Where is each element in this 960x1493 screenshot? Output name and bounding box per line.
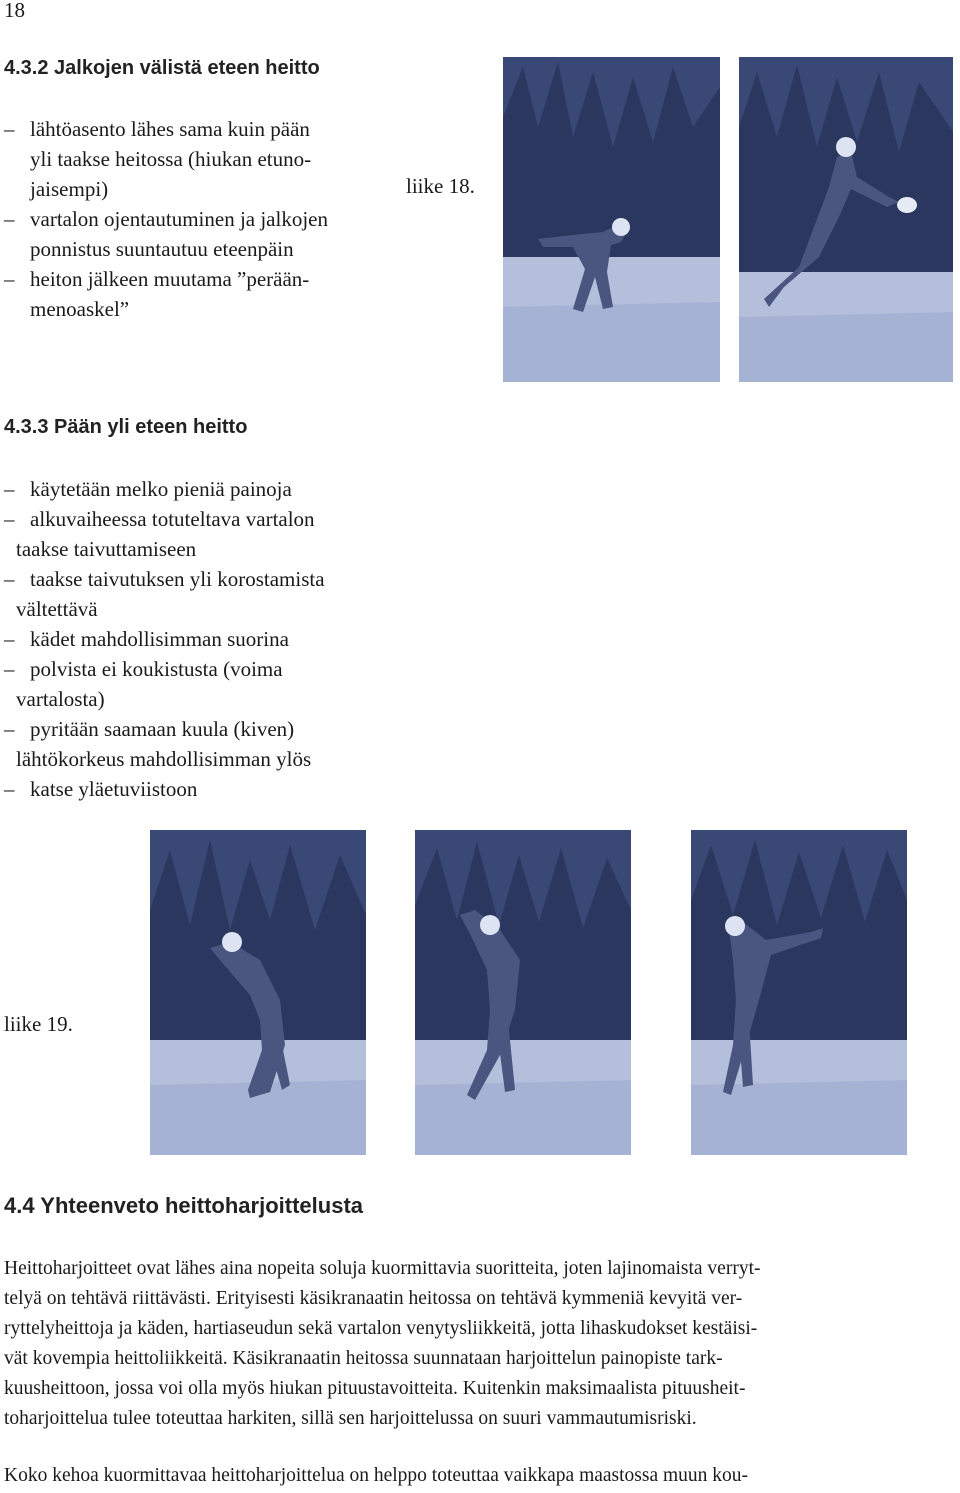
figure-caption-18: liike 18. — [406, 174, 475, 198]
list-item: – taakse taivutuksen yli korostamista — [4, 567, 325, 591]
page-number: 18 — [4, 0, 25, 22]
list-item: jaisempi) — [30, 177, 109, 201]
bullet-list-4-3-2 — [4, 114, 404, 324]
list-item: – käytetään melko pieniä painoja — [4, 477, 292, 501]
list-item: ponnistus suuntautuu eteenpäin — [30, 237, 294, 261]
paragraph-line: toharjoittelua tulee toteuttaa harkiten, sillä sen harjoittelussa on suuri vammautumisriski. — [4, 1408, 697, 1429]
list-item: menoaskel” — [30, 297, 130, 321]
list-item: – heiton jälkeen muutama ”perään- — [4, 267, 310, 291]
list-item: – katse yläetuviistoon — [4, 777, 198, 801]
list-item: lähtökorkeus mahdollisimman ylös — [16, 747, 312, 771]
paragraph-line: telyä on tehtävä riittävästi. Erityisesti käsikranaatin heitossa on tehtävä kymmeniä kevyitä ver- — [4, 1288, 743, 1309]
paragraph-line: Heittoharjoitteet ovat lähes aina nopeita soluja kuormittavia suoritteita, joten lajinomaista verryt- — [4, 1258, 761, 1279]
list-item: – pyritään saamaan kuula (kiven) — [4, 717, 295, 741]
paragraph-line: vät kovempia heittoliikkeitä. Käsikranaatin heitossa suunnataan harjoittelun painopiste tark- — [4, 1348, 723, 1369]
list-item: taakse taivuttamiseen — [16, 537, 197, 561]
figure-caption-19: liike 19. — [4, 1012, 73, 1036]
paragraph-line: ryttelyheittoja ja käden, hartiaseudun sekä vartalon venytysliikkeitä, jotta lihaskudokset kestäisi- — [4, 1318, 758, 1339]
list-item: vartalosta) — [16, 687, 105, 711]
list-item: yli taakse heitossa (hiukan etuno- — [30, 147, 312, 171]
photo-liike19-1 — [150, 830, 366, 1155]
paragraph-line: kuusheittoon, jossa voi olla myös hiukan pituustavoitteita. Kuitenkin maksimaalista pituusheit- — [4, 1378, 746, 1399]
photo-liike18-1 — [503, 57, 720, 382]
photo-liike18-2 — [739, 57, 953, 382]
list-item: – lähtöasento lähes sama kuin pään — [4, 117, 310, 141]
list-item: – alkuvaiheessa totuteltava vartalon — [4, 507, 315, 531]
section-heading-4-4: 4.4 Yhteenveto heittoharjoittelusta — [4, 1193, 364, 1218]
list-item: vältettävä — [16, 597, 98, 621]
next-paragraph-line: Koko kehoa kuormittavaa heittoharjoittelua on helppo toteuttaa vaikkapa maastossa muun kou- — [4, 1465, 749, 1486]
section-heading-4-3-3: 4.3.3 Pään yli eteen heitto — [4, 416, 248, 438]
section-heading-4-3-2: 4.3.2 Jalkojen välistä eteen heitto — [4, 57, 320, 79]
summary-paragraph — [4, 1254, 948, 1434]
list-item: – vartalon ojentautuminen ja jalkojen — [4, 207, 328, 231]
photo-liike19-3 — [691, 830, 907, 1155]
photo-liike19-2 — [415, 830, 631, 1155]
bullet-list-4-3-3 — [4, 474, 424, 804]
list-item: – polvista ei koukistusta (voima — [4, 657, 283, 681]
list-item: – kädet mahdollisimman suorina — [4, 627, 289, 651]
